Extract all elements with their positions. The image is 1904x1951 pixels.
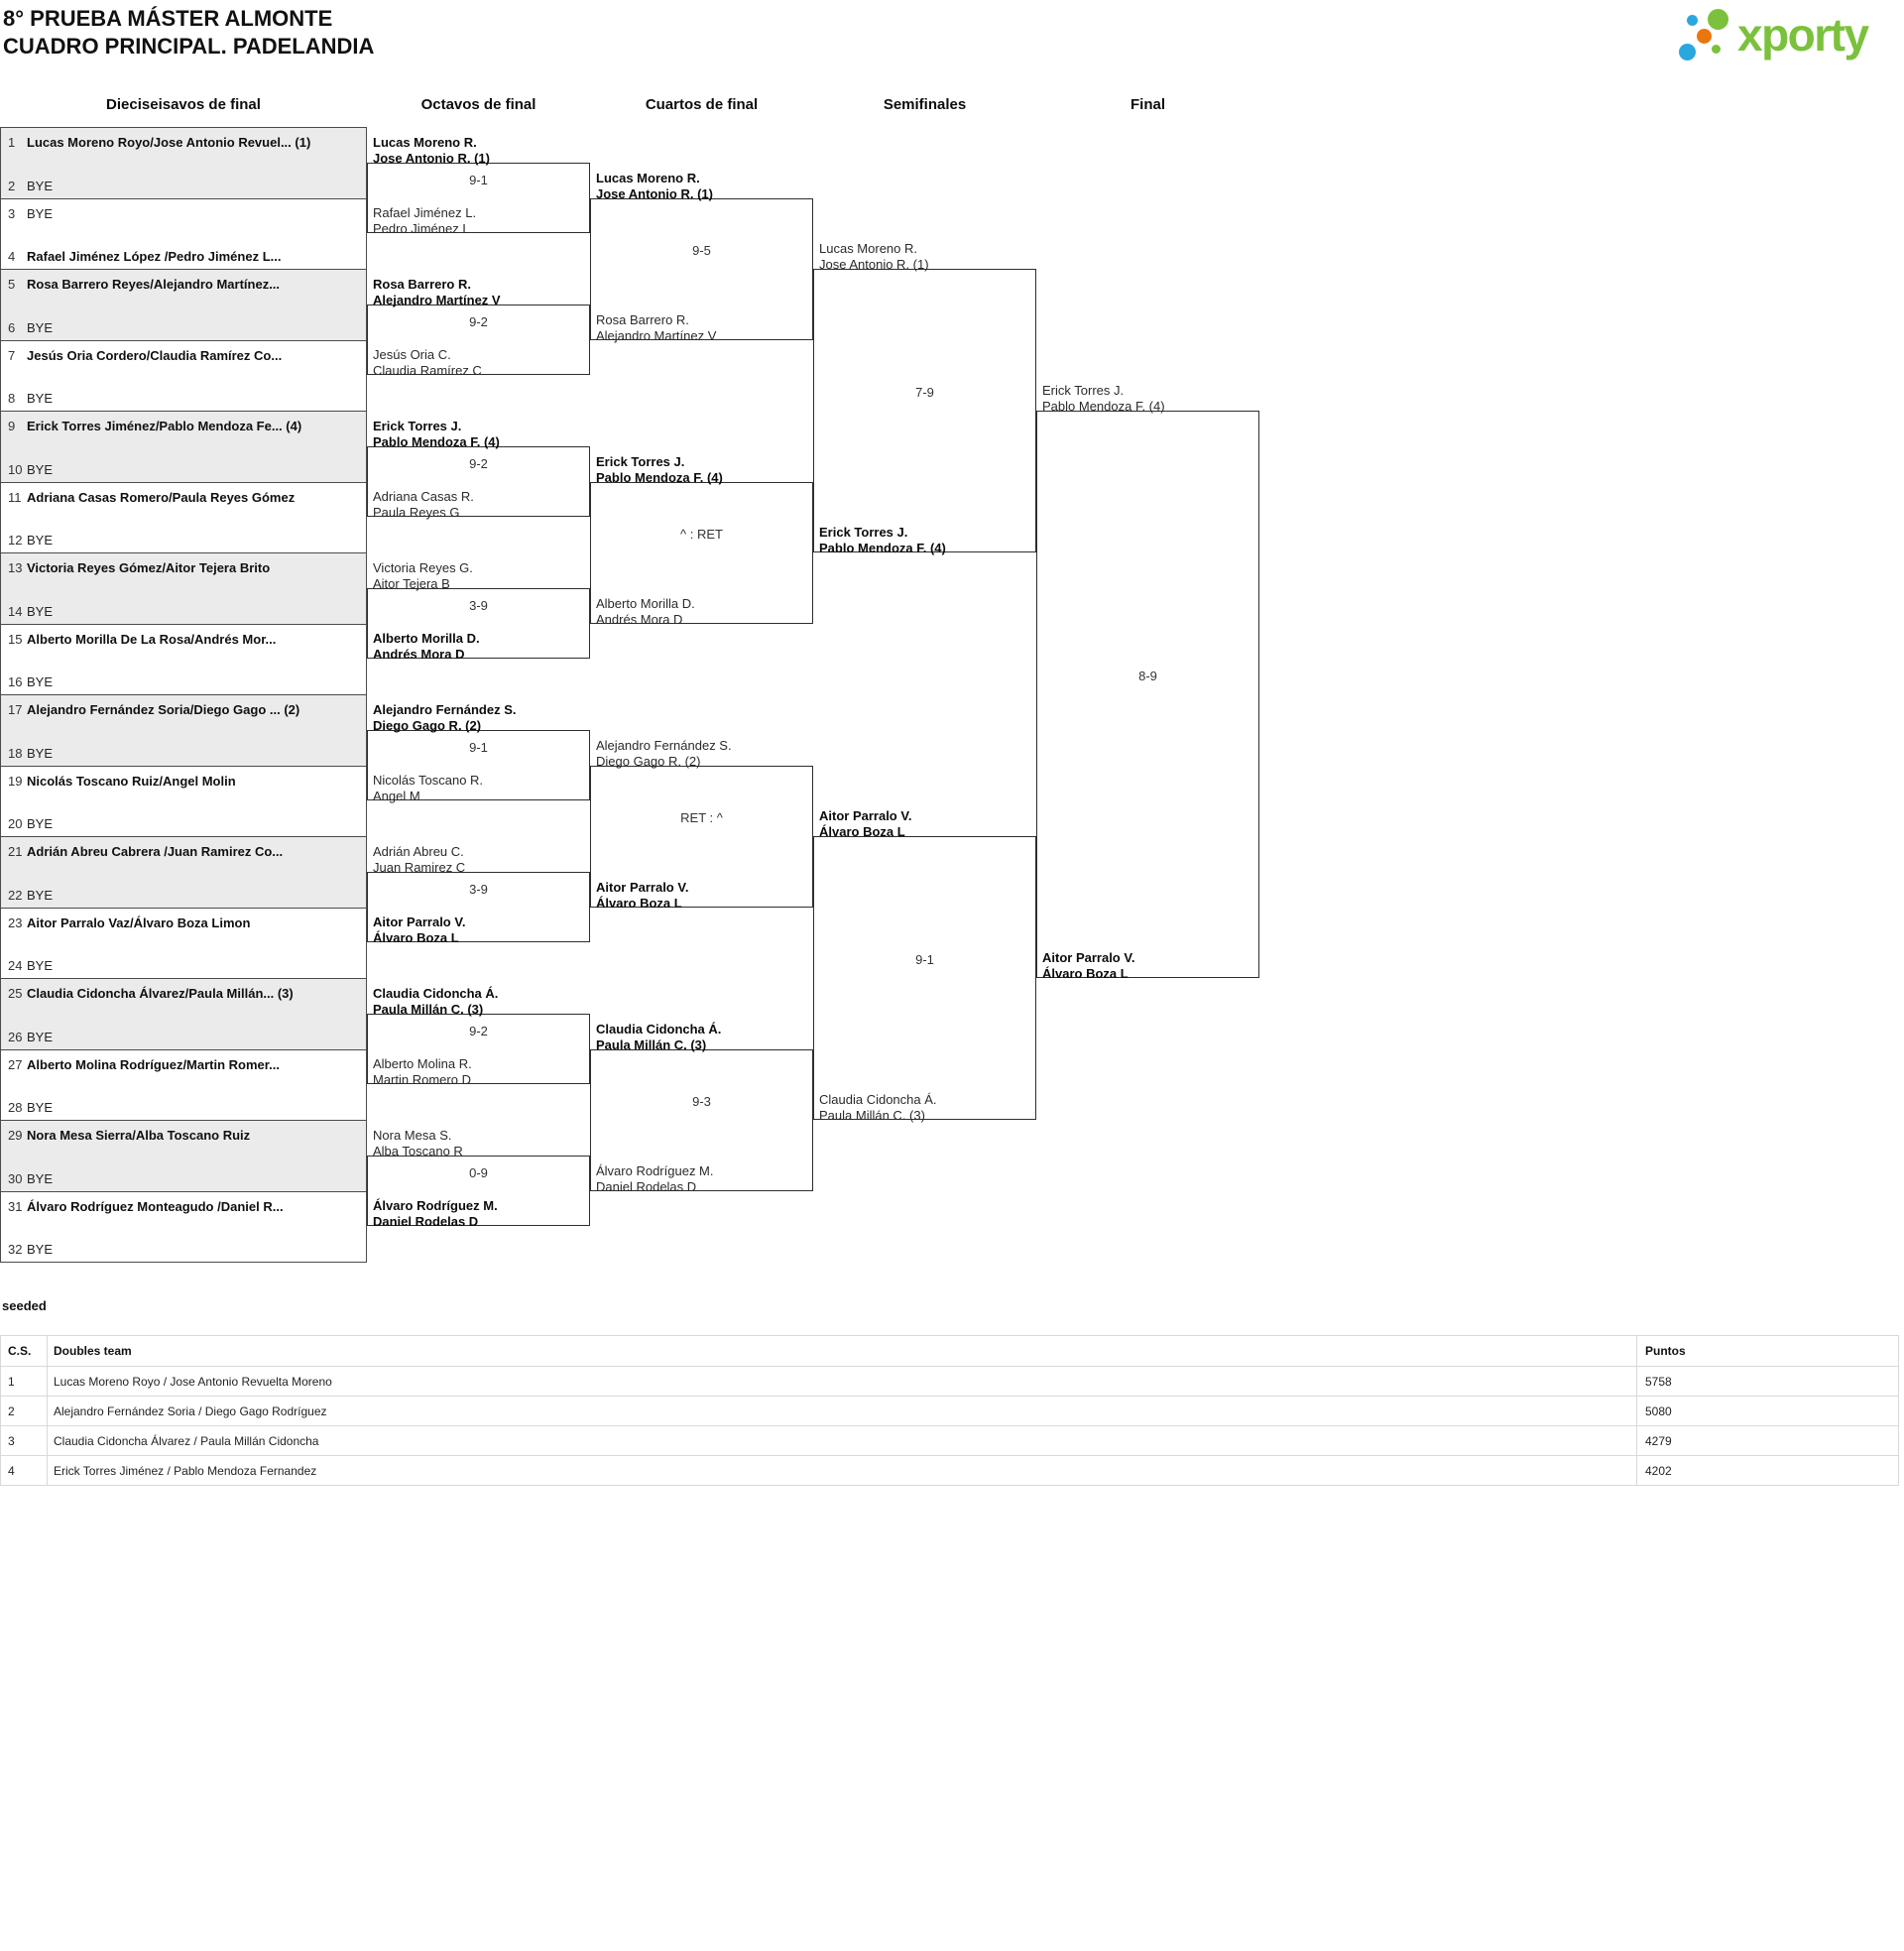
team-name-line: Diego Gago R. (2) — [373, 717, 482, 733]
team-name-line: Claudia Cidoncha Á. — [373, 985, 499, 1001]
slot-number: 25 — [8, 986, 23, 1001]
team-name: Nicolás Toscano Ruiz/Angel Molin — [27, 773, 236, 789]
bracket-slot-17-team — [8, 702, 363, 718]
match-r1-m3-top-team — [373, 419, 500, 450]
page-title-line2: CUADRO PRINCIPAL. PADELANDIA — [3, 34, 375, 59]
match-r1-m5-top-team — [373, 702, 516, 734]
team-name: Victoria Reyes Gómez/Aitor Tejera Brito — [27, 560, 271, 575]
match-r3-m2-bottom-team — [819, 1092, 937, 1124]
bracket-slot-7-team — [8, 348, 363, 364]
team-name-line: Erick Torres J. — [819, 525, 908, 540]
pair-box-2 — [0, 198, 367, 271]
bracket-slot-19-team — [8, 774, 363, 790]
team-name-line: Pablo Mendoza F. (4) — [819, 541, 946, 555]
pair-box-3 — [0, 269, 367, 341]
team-name-line: Nora Mesa S. — [373, 1127, 452, 1143]
match-r3-m1-score: 7-9 — [915, 385, 934, 400]
team-name-line: Martin Romero D — [373, 1072, 471, 1088]
match-r3-m1-bottom-team — [819, 525, 946, 556]
team-name: Rosa Barrero Reyes/Alejandro Martínez... — [27, 277, 281, 292]
bracket-slot-21-team — [8, 844, 363, 860]
team-name-line: Paula Millán C. (3) — [373, 1001, 484, 1017]
team-name-line: Alejandro Fernández S. — [596, 737, 732, 753]
bracket-slot-30-bye — [8, 1171, 363, 1187]
seeded-cell-team: Lucas Moreno Royo / Jose Antonio Revuelta Moreno — [48, 1367, 1637, 1397]
match-r4-m1-bottom-team — [1042, 950, 1134, 982]
xporty-dot-green-large-icon — [1708, 9, 1728, 30]
seeded-cell-puntos: 5080 — [1637, 1397, 1899, 1426]
match-r1-m8-score: 0-9 — [469, 1164, 488, 1180]
slot-number: 30 — [8, 1170, 23, 1186]
pair-box-16 — [0, 1191, 367, 1264]
pair-box-7 — [0, 552, 367, 625]
match-r1-m4-top-team — [373, 560, 473, 592]
team-name-line: Rafael Jiménez L. — [373, 205, 477, 221]
bye-label: BYE — [27, 533, 54, 548]
slot-number: 20 — [8, 816, 23, 831]
slot-number: 13 — [8, 560, 23, 575]
team-name-line: Adrián Abreu C. — [373, 843, 464, 859]
team-name-line: Claudia Ramírez C — [373, 363, 482, 379]
seeded-row-1 — [1, 1367, 1899, 1397]
team-name-line: Andrés Mora D — [373, 647, 465, 663]
slot-number: 23 — [8, 915, 23, 930]
bracket-slot-15-team — [8, 632, 363, 648]
seeded-row-2 — [1, 1397, 1899, 1426]
team-name-line: Alejandro Martínez V — [373, 292, 501, 307]
match-r1-m8-top-team — [373, 1128, 463, 1159]
bracket-slot-28-bye — [8, 1100, 363, 1116]
page-title-line1: 8° PRUEBA MÁSTER ALMONTE — [3, 6, 333, 31]
team-name-line: Daniel Rodelas D — [596, 1178, 697, 1194]
bye-label: BYE — [27, 319, 54, 335]
match-rect-r3-m1 — [813, 269, 1036, 552]
slot-number: 19 — [8, 773, 23, 789]
slot-number: 22 — [8, 887, 23, 903]
bracket-slot-8-bye — [8, 391, 363, 407]
pair-box-15 — [0, 1120, 367, 1192]
seeded-cell-cs: 1 — [1, 1367, 48, 1397]
team-name: Jesús Oria Cordero/Claudia Ramírez Co... — [27, 347, 283, 363]
bye-label: BYE — [27, 887, 54, 903]
bye-label: BYE — [27, 1170, 54, 1186]
slot-number: 6 — [8, 319, 16, 335]
bracket-slot-4-team — [8, 249, 363, 265]
bracket-slot-31-team — [8, 1199, 363, 1215]
round-header-1: Dieciseisavos de final — [106, 96, 261, 113]
bye-label: BYE — [27, 816, 54, 831]
xporty-logo[interactable] — [1676, 5, 1902, 66]
bracket-slot-29-team — [8, 1128, 363, 1144]
bye-label: BYE — [27, 745, 54, 761]
team-name-line: Álvaro Rodríguez M. — [373, 1198, 498, 1214]
pair-box-1 — [0, 127, 367, 199]
pair-box-9 — [0, 694, 367, 767]
bracket-slot-5-team — [8, 277, 363, 293]
match-r4-m1-top-team — [1042, 383, 1165, 415]
seeded-cell-puntos: 4202 — [1637, 1456, 1899, 1486]
team-name: Rafael Jiménez López /Pedro Jiménez L... — [27, 249, 282, 264]
seeded-cell-puntos: 4279 — [1637, 1426, 1899, 1456]
seeded-row-3 — [1, 1426, 1899, 1456]
match-r1-m5-score: 9-1 — [469, 739, 488, 755]
pair-box-11 — [0, 836, 367, 909]
seeded-table — [0, 1335, 1899, 1486]
bracket-slot-12-bye — [8, 533, 363, 549]
bracket-slot-11-team — [8, 490, 363, 506]
match-r1-m6-score: 3-9 — [469, 881, 488, 897]
match-r1-m5-bottom-team — [373, 773, 483, 804]
team-name-line: Jose Antonio R. (1) — [596, 185, 713, 201]
slot-number: 8 — [8, 391, 16, 406]
pair-box-12 — [0, 908, 367, 980]
slot-number: 9 — [8, 419, 16, 433]
bye-label: BYE — [27, 603, 54, 619]
match-r2-m3-bottom-team — [596, 880, 688, 912]
round-header-4: Semifinales — [883, 96, 967, 113]
team-name-line: Alberto Morilla D. — [596, 595, 695, 611]
team-name: Alberto Molina Rodríguez/Martin Romer... — [27, 1056, 280, 1072]
bracket-slot-14-bye — [8, 604, 363, 620]
team-name-line: Álvaro Boza L — [596, 895, 682, 911]
team-name-line: Paula Millán C. (3) — [596, 1036, 707, 1052]
slot-number: 16 — [8, 674, 23, 689]
match-r2-m4-bottom-team — [596, 1163, 714, 1195]
slot-number: 27 — [8, 1056, 23, 1072]
bracket-slot-20-bye — [8, 816, 363, 832]
team-name-line: Jose Antonio R. (1) — [819, 257, 929, 272]
slot-number: 10 — [8, 461, 23, 477]
team-name-line: Pedro Jiménez L — [373, 221, 470, 237]
seeded-col-cs: C.S. — [1, 1336, 48, 1367]
match-r1-m1-bottom-team — [373, 205, 476, 237]
team-name-line: Lucas Moreno R. — [373, 134, 477, 150]
match-r1-m1-score: 9-1 — [469, 172, 488, 187]
bye-label: BYE — [27, 674, 54, 689]
slot-number: 1 — [8, 135, 16, 150]
team-name-line: Claudia Cidoncha Á. — [819, 1092, 937, 1107]
team-name: Alejandro Fernández Soria/Diego Gago ... (2) — [27, 702, 300, 717]
bracket-slot-18-bye — [8, 746, 363, 762]
match-r4-m1-score: 8-9 — [1138, 669, 1157, 683]
seeded-cell-team: Claudia Cidoncha Álvarez / Paula Millán Cidoncha — [48, 1426, 1637, 1456]
match-r1-m6-bottom-team — [373, 915, 465, 946]
team-name-line: Erick Torres J. — [373, 418, 462, 433]
page-title — [3, 5, 374, 61]
slot-number: 28 — [8, 1100, 23, 1115]
team-name: Erick Torres Jiménez/Pablo Mendoza Fe... (4) — [27, 419, 302, 433]
team-name-line: Claudia Cidoncha Á. — [596, 1021, 722, 1036]
bracket-slot-23-team — [8, 915, 363, 931]
slot-number: 3 — [8, 205, 16, 221]
team-name: Aitor Parralo Vaz/Álvaro Boza Limon — [27, 915, 251, 930]
xporty-dot-blue-large-icon — [1679, 44, 1696, 61]
team-name-line: Alejandro Fernández S. — [373, 701, 517, 717]
slot-number: 21 — [8, 844, 23, 859]
bracket-slot-25-team — [8, 986, 363, 1002]
pair-box-13 — [0, 978, 367, 1050]
slot-number: 18 — [8, 745, 23, 761]
match-r1-m4-bottom-team — [373, 631, 480, 663]
team-name: Lucas Moreno Royo/Jose Antonio Revuel... (1) — [27, 135, 311, 150]
seeded-cell-team: Erick Torres Jiménez / Pablo Mendoza Fernandez — [48, 1456, 1637, 1486]
bye-label: BYE — [27, 178, 54, 193]
slot-number: 7 — [8, 347, 16, 363]
team-name: Álvaro Rodríguez Monteagudo /Daniel R... — [27, 1198, 284, 1214]
slot-number: 4 — [8, 249, 16, 264]
match-r2-m2-top-team — [596, 454, 723, 486]
match-r2-m2-score: ^ : RET — [680, 527, 723, 542]
team-name-line: Paula Millán C. (3) — [819, 1108, 925, 1123]
team-name-line: Victoria Reyes G. — [373, 559, 473, 575]
match-r3-m2-score: 9-1 — [915, 952, 934, 967]
team-name-line: Alberto Molina R. — [373, 1056, 472, 1072]
slot-number: 31 — [8, 1198, 23, 1214]
team-name-line: Nicolás Toscano R. — [373, 773, 484, 789]
match-r1-m2-score: 9-2 — [469, 313, 488, 329]
pair-box-14 — [0, 1049, 367, 1122]
match-r3-m2-top-team — [819, 808, 911, 840]
slot-number: 32 — [8, 1242, 23, 1257]
team-name-line: Erick Torres J. — [1042, 383, 1125, 398]
match-r2-m1-top-team — [596, 171, 713, 202]
seeded-table-header-row — [1, 1336, 1899, 1367]
match-r2-m3-top-team — [596, 738, 732, 770]
bracket-slot-22-bye — [8, 888, 363, 904]
team-name-line: Andrés Mora D — [596, 611, 683, 627]
round-header-3: Cuartos de final — [645, 96, 759, 113]
match-r1-m4-score: 3-9 — [469, 597, 488, 613]
team-name-line: Juan Ramirez C — [373, 859, 466, 875]
bye-label: BYE — [27, 461, 54, 477]
bye-label: BYE — [27, 391, 54, 406]
match-r2-m3-score: RET : ^ — [680, 810, 723, 825]
team-name-line: Álvaro Boza L — [1042, 966, 1129, 981]
bracket-slot-10-bye — [8, 462, 363, 478]
bracket-slot-1-team — [8, 135, 363, 151]
match-rect-r3-m2 — [813, 836, 1036, 1120]
match-r1-m3-score: 9-2 — [469, 455, 488, 471]
team-name-line: Jesús Oria C. — [373, 347, 451, 363]
seeded-col-puntos: Puntos — [1637, 1336, 1899, 1367]
match-r1-m8-bottom-team — [373, 1198, 498, 1230]
team-name-line: Aitor Parralo V. — [373, 915, 466, 930]
xporty-dot-green-small-icon — [1712, 45, 1721, 54]
team-name-line: Rosa Barrero R. — [373, 276, 471, 292]
slot-number: 14 — [8, 603, 23, 619]
pair-box-4 — [0, 340, 367, 413]
team-name-line: Aitor Parralo V. — [596, 879, 689, 895]
bracket-slot-13-team — [8, 560, 363, 576]
xporty-dot-blue-small-icon — [1687, 15, 1698, 26]
seeded-cell-puntos: 5758 — [1637, 1367, 1899, 1397]
pair-box-5 — [0, 411, 367, 483]
team-name: Alberto Morilla De La Rosa/Andrés Mor... — [27, 631, 277, 647]
bracket-slot-24-bye — [8, 958, 363, 974]
team-name-line: Alejandro Martínez V — [596, 327, 717, 343]
slot-number: 2 — [8, 178, 16, 193]
bracket-slot-9-team — [8, 419, 363, 434]
match-rect-r4-m1 — [1036, 411, 1259, 978]
team-name-line: Paula Reyes G — [373, 505, 460, 521]
slot-number: 5 — [8, 277, 16, 292]
bye-label: BYE — [27, 958, 54, 973]
team-name: Nora Mesa Sierra/Alba Toscano Ruiz — [27, 1128, 251, 1143]
team-name-line: Jose Antonio R. (1) — [373, 150, 490, 166]
team-name-line: Lucas Moreno R. — [819, 241, 917, 256]
pair-box-6 — [0, 482, 367, 554]
match-r2-m1-bottom-team — [596, 312, 716, 344]
team-name-line: Erick Torres J. — [596, 453, 685, 469]
bracket-slot-26-bye — [8, 1030, 363, 1045]
bracket-slot-6-bye — [8, 320, 363, 336]
bracket-slot-2-bye — [8, 179, 363, 194]
team-name-line: Rosa Barrero R. — [596, 311, 689, 327]
slot-number: 15 — [8, 631, 23, 647]
match-r2-m1-score: 9-5 — [692, 243, 711, 258]
seeded-cell-cs: 3 — [1, 1426, 48, 1456]
team-name-line: Aitor Parralo V. — [819, 808, 912, 823]
seeded-cell-team: Alejandro Fernández Soria / Diego Gago Rodríguez — [48, 1397, 1637, 1426]
bye-label: BYE — [27, 205, 54, 221]
pair-box-10 — [0, 766, 367, 838]
team-name-line: Diego Gago R. (2) — [596, 753, 701, 769]
seeded-col-team: Doubles team — [48, 1336, 1637, 1367]
match-r1-m3-bottom-team — [373, 489, 474, 521]
round-header-2: Octavos de final — [420, 96, 536, 113]
bracket-slot-32-bye — [8, 1242, 363, 1258]
match-r2-m2-bottom-team — [596, 596, 695, 628]
xporty-logo-text: xporty — [1737, 9, 1868, 61]
bracket-slot-3-bye — [8, 206, 363, 222]
match-r1-m7-top-team — [373, 986, 498, 1018]
team-name-line: Aitor Tejera B — [373, 575, 450, 591]
slot-number: 29 — [8, 1128, 23, 1143]
xporty-dot-orange-icon — [1697, 29, 1712, 44]
slot-number: 17 — [8, 702, 23, 717]
match-r1-m6-top-team — [373, 844, 465, 876]
team-name-line: Pablo Mendoza F. (4) — [373, 433, 500, 449]
match-r3-m1-top-team — [819, 241, 929, 273]
team-name-line: Alberto Morilla D. — [373, 631, 480, 647]
team-name: Adrián Abreu Cabrera /Juan Ramirez Co... — [27, 844, 284, 859]
team-name-line: Angel M — [373, 789, 420, 804]
team-name-line: Álvaro Boza L — [819, 824, 905, 839]
team-name-line: Pablo Mendoza F. (4) — [1042, 399, 1165, 414]
team-name-line: Daniel Rodelas D — [373, 1214, 479, 1230]
bye-label: BYE — [27, 1242, 54, 1257]
seeded-cell-cs: 4 — [1, 1456, 48, 1486]
team-name-line: Álvaro Boza L — [373, 930, 459, 946]
round-header-5: Final — [1130, 96, 1165, 113]
team-name-line: Adriana Casas R. — [373, 489, 474, 505]
match-r2-m4-score: 9-3 — [692, 1094, 711, 1109]
team-name-line: Álvaro Rodríguez M. — [596, 1162, 714, 1178]
match-r1-m7-score: 9-2 — [469, 1023, 488, 1038]
slot-number: 24 — [8, 958, 23, 973]
team-name-line: Aitor Parralo V. — [1042, 950, 1135, 965]
bracket-slot-27-team — [8, 1057, 363, 1073]
bracket-slot-16-bye — [8, 674, 363, 690]
seeded-row-4 — [1, 1456, 1899, 1486]
match-r1-m2-top-team — [373, 277, 501, 308]
match-r1-m7-bottom-team — [373, 1056, 472, 1088]
bye-label: BYE — [27, 1029, 54, 1044]
team-name-line: Alba Toscano R — [373, 1143, 463, 1158]
team-name-line: Lucas Moreno R. — [596, 170, 700, 185]
bye-label: BYE — [27, 1100, 54, 1115]
slot-number: 26 — [8, 1029, 23, 1044]
slot-number: 11 — [8, 489, 22, 505]
team-name: Claudia Cidoncha Álvarez/Paula Millán... (3) — [27, 986, 294, 1001]
team-name: Adriana Casas Romero/Paula Reyes Gómez — [27, 489, 296, 505]
match-r1-m2-bottom-team — [373, 347, 482, 379]
team-name-line: Pablo Mendoza F. (4) — [596, 469, 723, 485]
seeded-cell-cs: 2 — [1, 1397, 48, 1426]
pair-box-8 — [0, 624, 367, 696]
match-r2-m4-top-team — [596, 1022, 721, 1053]
slot-number: 12 — [8, 533, 23, 548]
seeded-label: seeded — [2, 1298, 47, 1313]
match-r1-m1-top-team — [373, 135, 490, 167]
